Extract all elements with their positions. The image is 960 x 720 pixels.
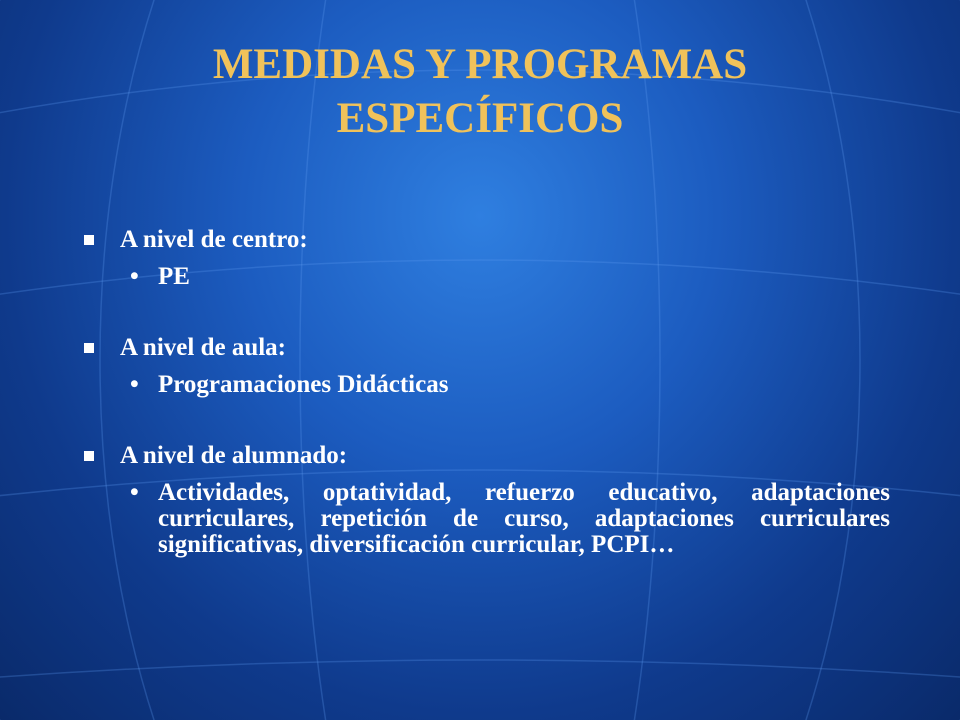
sub-item xyxy=(130,480,890,558)
slide-content xyxy=(84,222,890,598)
sub-item-text: Actividades, optatividad, refuerzo educativo, adaptaciones curriculares, repetición de curso, adaptaciones curriculares significativas, diversificación curricular, PCPI… xyxy=(158,479,890,558)
level-item xyxy=(84,330,890,366)
level-label: A nivel de aula: xyxy=(120,334,286,361)
group-aula xyxy=(84,330,890,398)
square-bullet-icon xyxy=(84,451,94,461)
group-centro xyxy=(84,222,890,290)
sub-item xyxy=(130,372,890,398)
title-line-1: MEDIDAS Y PROGRAMAS xyxy=(212,41,748,88)
title-line-2: ESPECÍFICOS xyxy=(336,95,624,142)
square-bullet-icon xyxy=(84,343,94,353)
sub-item-text: PE xyxy=(158,263,190,290)
level-label: A nivel de centro: xyxy=(120,226,308,253)
square-bullet-icon xyxy=(84,235,94,245)
group-alumnado xyxy=(84,438,890,558)
slide-title xyxy=(0,38,960,146)
dot-bullet-icon: • xyxy=(130,479,139,506)
dot-bullet-icon: • xyxy=(130,371,139,398)
level-item xyxy=(84,438,890,474)
dot-bullet-icon: • xyxy=(130,263,139,290)
sub-item xyxy=(130,264,890,290)
sub-item-text: Programaciones Didácticas xyxy=(158,371,449,398)
level-label: A nivel de alumnado: xyxy=(120,442,348,469)
level-item xyxy=(84,222,890,258)
